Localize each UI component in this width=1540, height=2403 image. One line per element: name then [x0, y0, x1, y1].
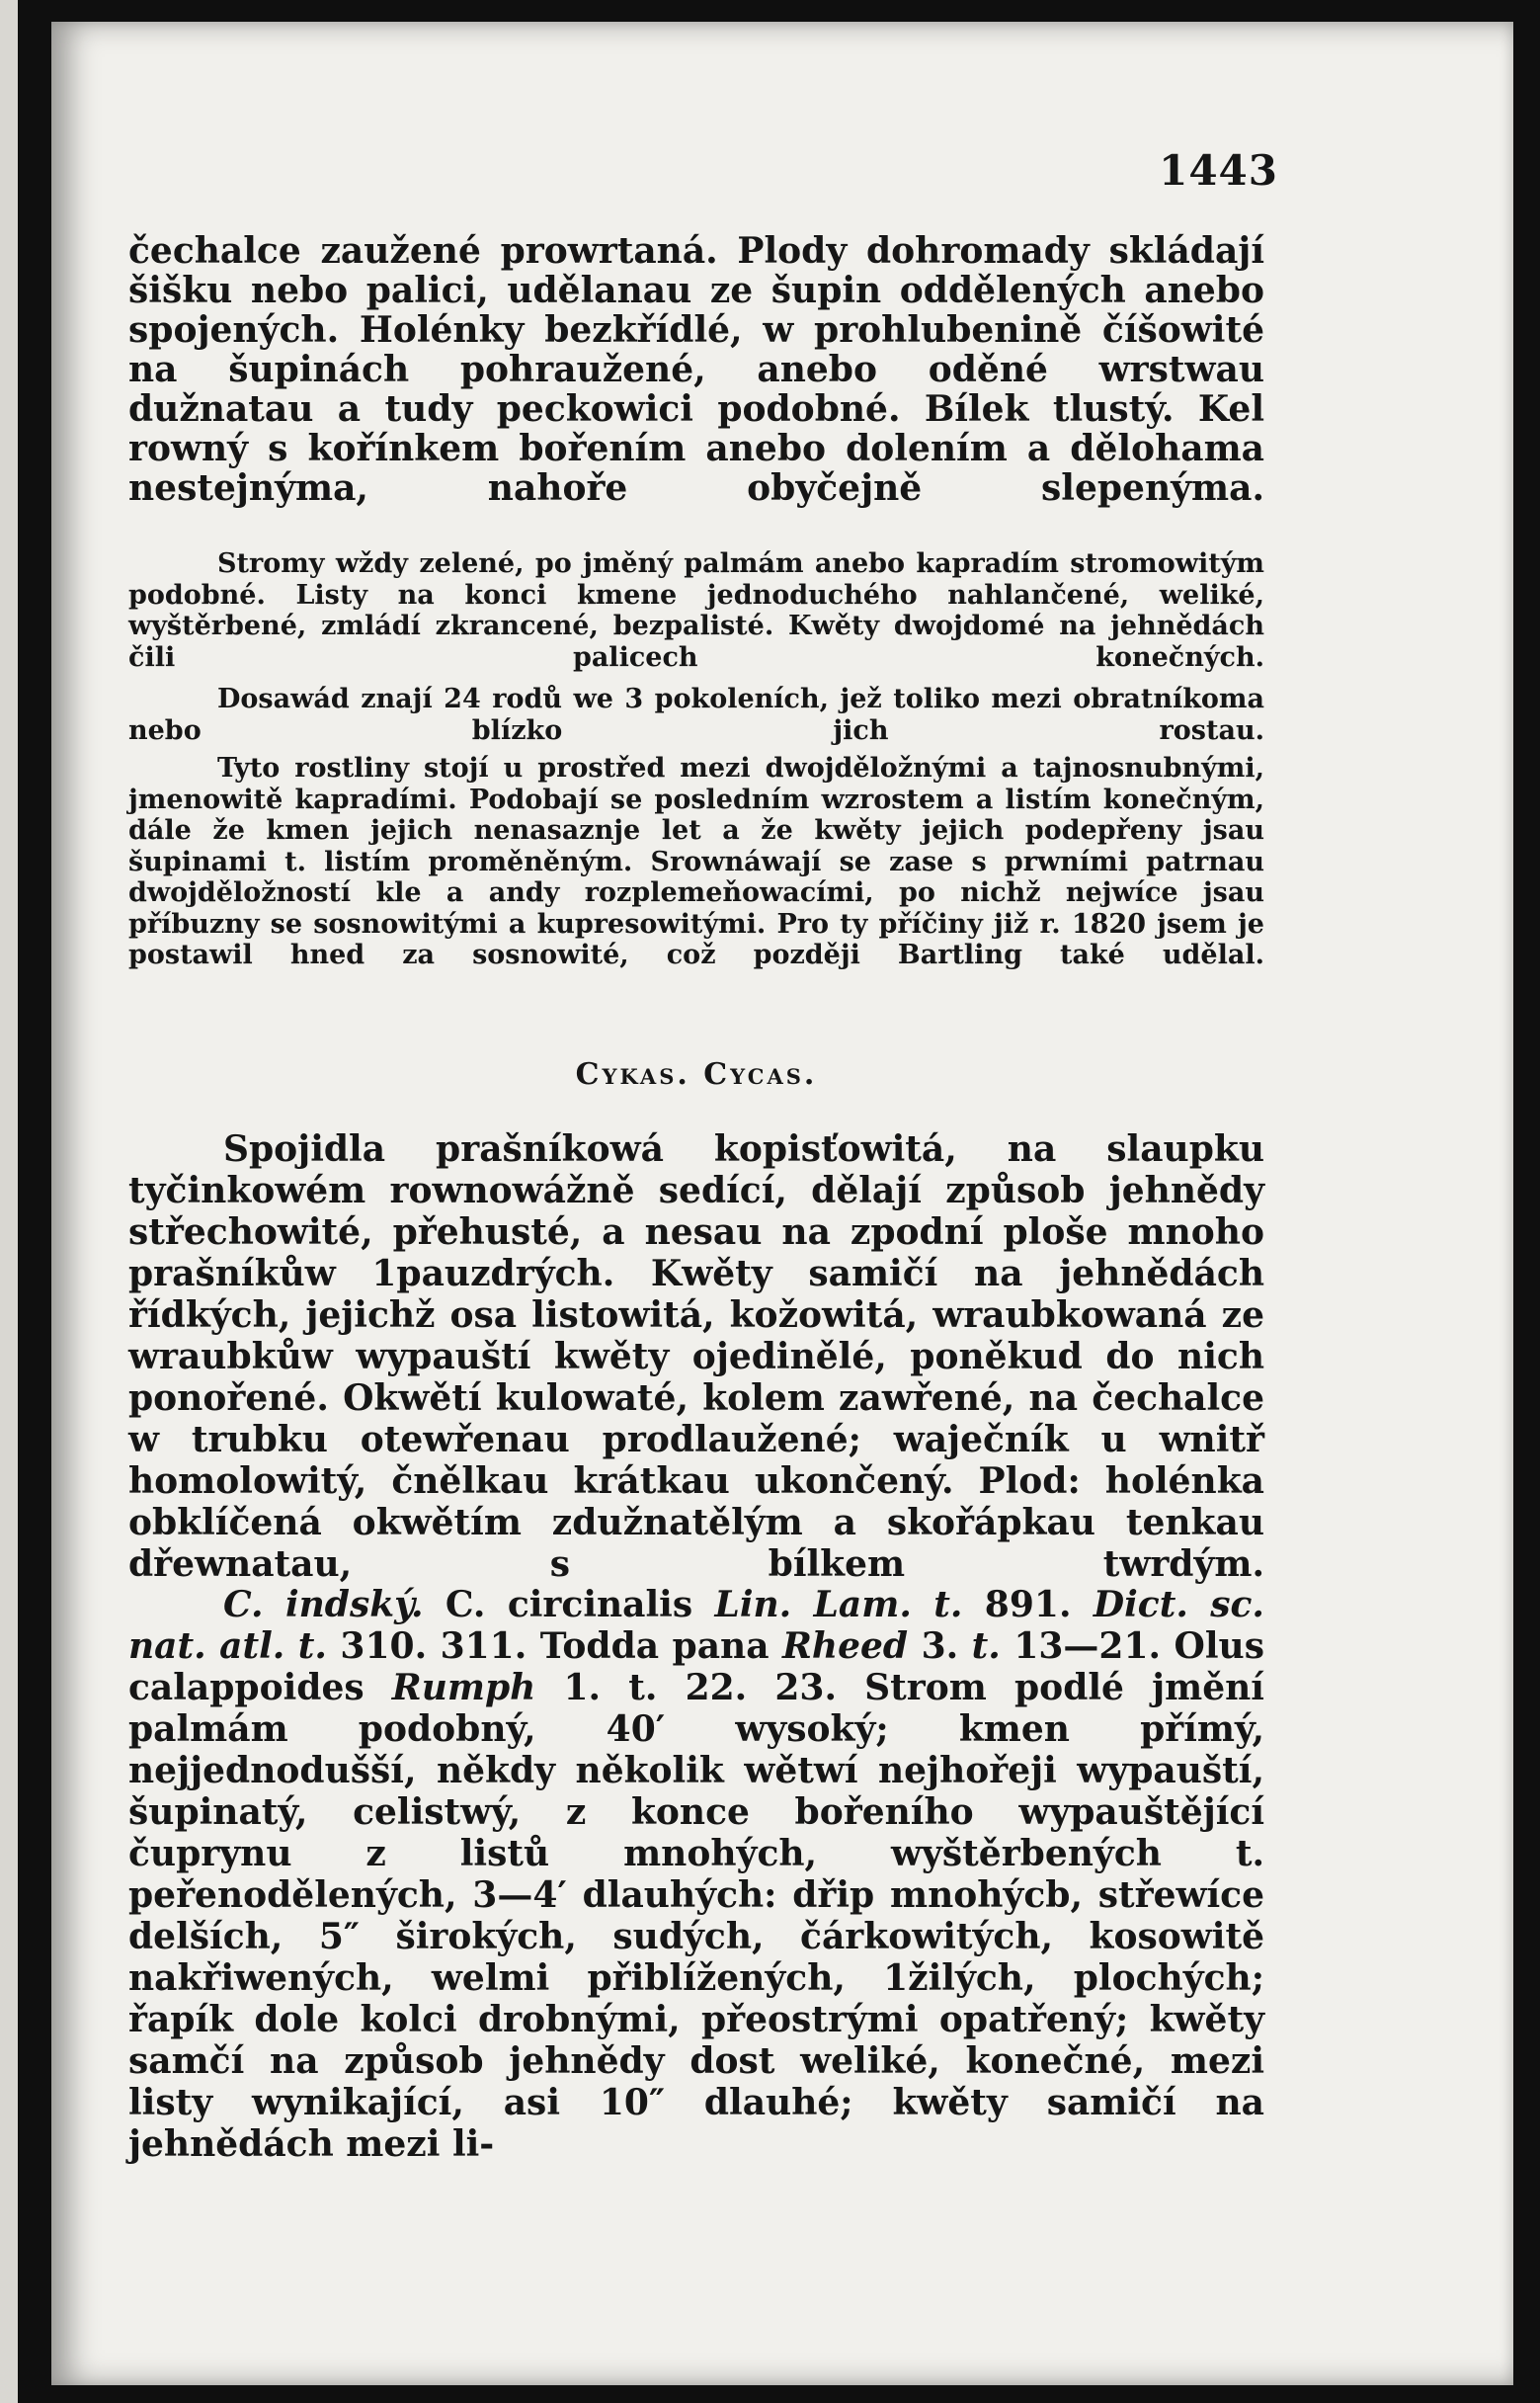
genus-description: Spojidla prašníkowá kopisťowitá, na slaupku tyčinkowém rownowážně sedící, dělají způsob jehnědy střechowité, přehusté, a nesau na zpodní ploše mnoho prašníkůw 1pauzdrých. Kwěty samičí na jehnědách řídkých, jejichž osa listowitá, kožowitá, wraubkowaná ze wraubkůw wypauští kwěty ojedinělé, poněkud do nich ponořené. Okwětí kulowaté, kolem zawřené, na čechalce w trubku otewřenau prodlaužené; waječník u wnitř homolowitý, čnělkau krátkau ukončený. Plod: holénka obklíčená okwětím zdužnatělým a skořápkau tenkau dřewnatau, s bílkem twrdým. — [128, 1128, 1264, 1585]
note-paragraph-2: Dosawád znají 24 rodů we 3 pokoleních, jež toliko mezi obratníkoma nebo blízko jich rostau. — [128, 684, 1264, 746]
section-heading: Cykas. Cycas. — [575, 1057, 818, 1092]
page-number: 1443 — [1159, 146, 1278, 195]
note-paragraph-3: Tyto rostliny stojí u prostřed mezi dwojděložnými a tajnosnubnými, jmenowitě kapradími. Podobají se posledním wzrostem a listím konečným, dále že kmen jejich nenasaznje let a že kwěty jejich podepřeny jsau šupinami t. listím proměněným. Srownáwají se zase s prwními patrnau dwojděložností kle a andy rozplemeňowacími, po nichž nejwíce jsau příbuzny se sosnowitými a kupresowitými. Pro ty příčiny již r. 1820 jsem je postawil hned za sosnowité, což později Bartling také udělal. — [128, 753, 1264, 970]
note-paragraph-1: Stromy wždy zelené, po jměný palmám anebo kapradím stromowitým podobné. Listy na konci kmene jednoduchého nahlančené, weliké, wyštěrbené, zmládí zkrancené, bezpalisté. Kwěty dwojdomé na jehnědách čili palicech konečných. — [128, 548, 1264, 673]
species-paragraph: C. indský. C. circinalis Lin. Lam. t. 891. Dict. sc. nat. atl. t. 310. 311. Todda pana Rheed 3. t. 13—21. Olus calappoides Rumph 1. t. 22. 23. Strom podlé jmění palmám podobný, 40′ wysoký; kmen přímý, nejjednodušší, někdy několik wětwí nejhořeji wypauští, šupinatý, celistwý, z konce bořeního wypauštějící čuprynu z listů mnohých, wyštěrbených t. peřenodělených, 3—4′ dlauhých: dřip mnohýcb, střewíce delších, 5″ širokých, sudých, čárkowitých, kosowitě nakřiwených, welmi přiblížených, 1žilých, plochých; řapík dole kolci drobnými, přeostrými opatřený; kwěty samčí na způsob jehnědy dost weliké, konečné, mezi listy wynikající, asi 10″ dlauhé; kwěty samičí na jehnědách mezi li- — [128, 1584, 1264, 2165]
page-left-edge — [0, 0, 18, 2403]
book-page — [51, 22, 1513, 2385]
species-name: C. indský. — [223, 1584, 424, 1625]
intro-paragraph: čechalce zaužené prowrtaná. Plody dohromady skládají šišku nebo palici, udělanau ze šupin oddělených anebo spojených. Holénky bezkřídlé, w prohlubenině číšowité na šupinách pohraužené, anebo oděné wrstwau dužnatau a tudy peckowici podobné. Bílek tlustý. Kel rowný s kořínkem bořením anebo dolením a dělohama nestejnýma, nahoře obyčejně slepenýma. — [128, 230, 1264, 509]
